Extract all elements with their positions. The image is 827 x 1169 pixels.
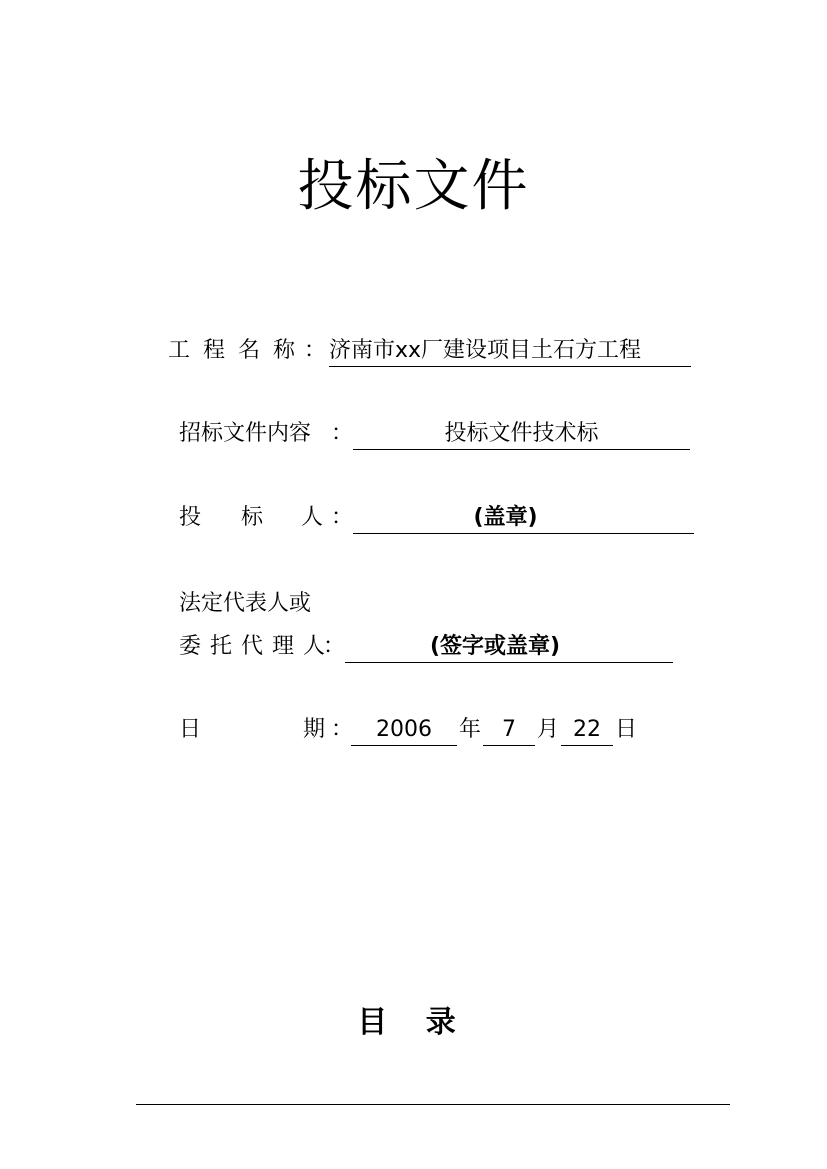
representative-colon: ： bbox=[323, 634, 346, 659]
date-month-value: 7 bbox=[483, 715, 535, 746]
representative-value: (签字或盖章) bbox=[345, 632, 673, 663]
bidder-value: (盖章) bbox=[353, 503, 694, 534]
tender-content-value: 投标文件技术标 bbox=[353, 419, 690, 450]
representative-label-line1: 法定代表人或 bbox=[179, 591, 312, 616]
document-title: 投标文件 bbox=[297, 154, 530, 219]
date-day-unit: 日 bbox=[615, 717, 638, 742]
tender-content-row bbox=[179, 419, 699, 451]
project-name-colon: ： bbox=[304, 338, 327, 363]
tender-content-colon: ： bbox=[331, 421, 354, 446]
toc-heading: 目 录 bbox=[357, 1005, 470, 1040]
footer-divider bbox=[136, 1104, 730, 1105]
date-row: 日 期 ： 2006 年 7 月 22 日 bbox=[179, 715, 699, 747]
date-day-value: 22 bbox=[561, 715, 613, 746]
bidder-row: 投 标 人 ： (盖章) bbox=[179, 503, 699, 535]
representative-row bbox=[179, 632, 699, 664]
tender-content-label: 招标文件内容 bbox=[179, 421, 312, 446]
date-colon: ： bbox=[331, 717, 354, 742]
project-name-value: 济南市xx厂建设项目土石方工程 bbox=[329, 336, 691, 367]
date-year-unit: 年 bbox=[459, 717, 482, 742]
project-name-label: 工 程 名 称 bbox=[168, 338, 295, 363]
date-year-value: 2006 bbox=[351, 715, 457, 746]
project-name-row bbox=[168, 336, 698, 368]
bidder-colon: ： bbox=[331, 505, 354, 530]
date-month-unit: 月 bbox=[537, 717, 560, 742]
representative-label-line2: 委 托 代 理 人 bbox=[179, 634, 326, 659]
